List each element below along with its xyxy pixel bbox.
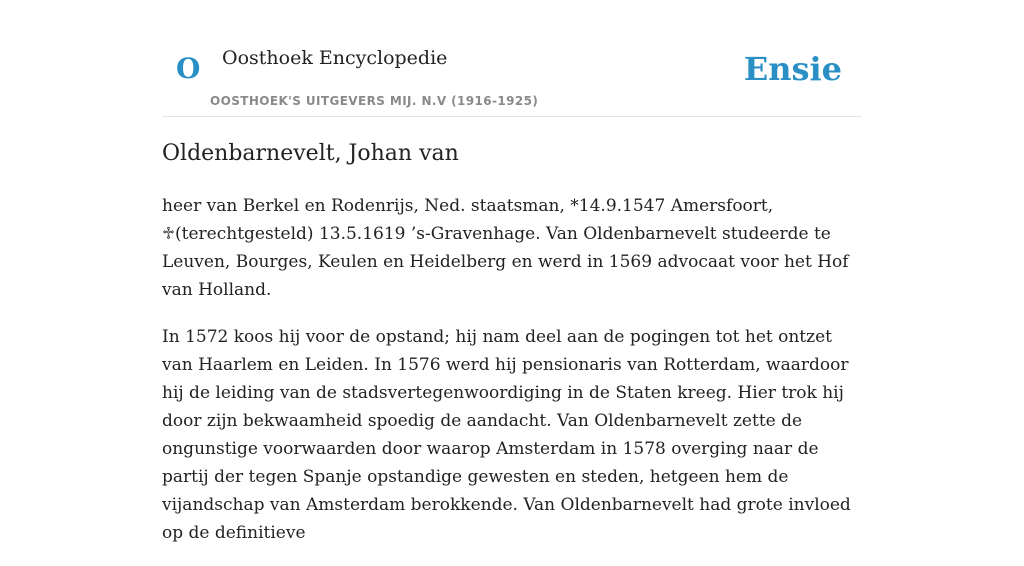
source-title-link[interactable]: Oosthoek Encyclopedie [222, 47, 448, 69]
publisher-label: OOSTHOEK'S UITGEVERS MIJ. N.V (1916-1925) [210, 94, 539, 108]
entry-body [162, 192, 862, 566]
entry-paragraph: In 1572 koos hij voor de opstand; hij nam deel aan de pogingen tot het ontzet van Haarlem en Leiden. In 1576 werd hij pensionaris van Rotterdam, waardoor hij de leiding van de stadsvertegenwoordiging in de Staten kreeg. Hier trok hij door zijn bekwaamheid spoedig de aandacht. Van Oldenbarnevelt zette de ongunstige voorwaarden door waarop Amsterdam in 1578 overging naar de partij der tegen Spanje opstandige gewesten en steden, hetgeen hem de vijandschap van Amsterdam berokkende. Van Oldenbarnevelt had grote invloed op de definitieve [162, 327, 851, 543]
entry-title: Oldenbarnevelt, Johan van [162, 141, 459, 166]
source-header [162, 0, 862, 117]
source-logo[interactable]: O [176, 52, 201, 85]
ensie-logo-link[interactable]: Ensie [743, 50, 842, 88]
entry-paragraph: heer van Berkel en Rodenrijs, Ned. staatsman, *14.9.1547 Amersfoort, ♱(terechtgesteld) 13.5.1619 ’s-Gravenhage. Van Oldenbarnevelt studeerde te Leuven, Bourges, Keulen en Heidelberg en werd in 1569 advocaat voor het Hof van Holland. [162, 196, 849, 300]
